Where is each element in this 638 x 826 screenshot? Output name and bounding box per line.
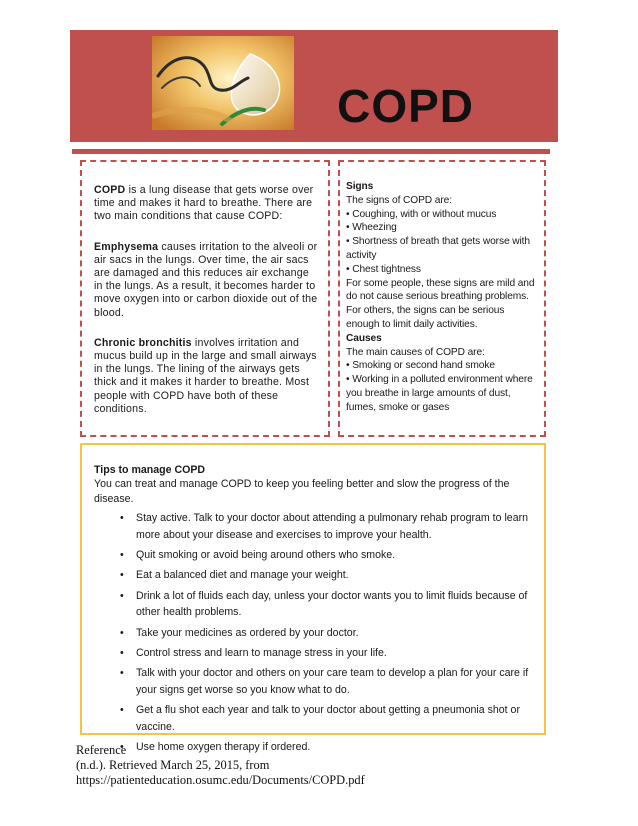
tip-item: • Take your medicines as ordered by your doctor.	[136, 625, 534, 641]
tip-item: • Use home oxygen therapy if ordered.	[136, 739, 534, 755]
emphysema-definition-text: causes irritation to the alveoli or air sacs in the lungs. Over time, the air sacs are damaged and this reduces air exchange in the lungs. As a result, it becomes harder to move oxygen into or carbon dioxide out of the blood.	[94, 240, 318, 319]
tip-item: • Quit smoking or avoid being around others who smoke.	[136, 547, 534, 563]
sign-item: • Wheezing	[346, 222, 397, 234]
tips-title: Tips to manage COPD	[94, 464, 206, 476]
tips-list	[94, 510, 534, 755]
oxygen-mask-photo	[152, 36, 294, 130]
sign-item: • Chest tightness	[346, 263, 421, 275]
copd-definition	[94, 184, 320, 224]
signs-intro: The signs of COPD are:	[346, 194, 452, 206]
page-title: COPD	[337, 80, 474, 132]
cause-item: • Smoking or second hand smoke	[346, 360, 495, 372]
reference-citation: (n.d.). Retrieved March 25, 2015, from	[76, 758, 270, 772]
signs-note: For some people, these signs are mild and do not cause serious breathing problems. For others, the signs can be serious enough to limit daily activities.	[346, 277, 535, 330]
reference-heading: Reference	[76, 743, 127, 757]
tip-item: • Drink a lot of fluids each day, unless your doctor wants you to limit fluids because of other health problems.	[136, 588, 534, 621]
signs-causes-column	[338, 160, 546, 437]
emphysema-definition	[94, 241, 320, 320]
tip-item: • Get a flu shot each year and talk to your doctor about getting a pneumonia shot or vaccine.	[136, 702, 534, 735]
signs-heading: Signs	[346, 181, 374, 192]
header-banner	[70, 30, 558, 142]
sign-item: • Coughing, with or without mucus	[346, 208, 497, 220]
tip-item: • Talk with your doctor and others on your care team to develop a plan for your care if your signs get worse so you know what to do.	[136, 665, 534, 698]
reference-url: https://patienteducation.osumc.edu/Documents/COPD.pdf	[76, 773, 365, 787]
tip-item: • Eat a balanced diet and manage your weight.	[136, 567, 534, 583]
term-copd: COPD	[94, 184, 126, 196]
term-chronic-bronchitis: Chronic bronchitis	[94, 336, 192, 349]
tip-item: • Stay active. Talk to your doctor about attending a pulmonary rehab program to learn more about your disease and exercises to improve your health.	[136, 510, 534, 543]
causes-intro: The main causes of COPD are:	[346, 346, 485, 358]
sign-item: • Shortness of breath that gets worse with activity	[346, 236, 530, 261]
cause-item: • Working in a polluted environment where you breathe in large amounts of dust, fumes, smoke or gases	[346, 374, 533, 413]
definitions-column	[80, 160, 330, 437]
term-emphysema: Emphysema	[94, 240, 159, 253]
header-divider	[72, 149, 550, 154]
bronchitis-definition	[94, 337, 320, 416]
causes-heading: Causes	[346, 332, 382, 344]
reference-block	[76, 743, 365, 788]
bronchitis-definition-text: involves irritation and mucus build up in the large and small airways in the lungs. The lining of the airways gets thick and it makes it harder to breathe. Most people with COPD have both of these conditions.	[94, 336, 317, 415]
tips-intro: You can treat and manage COPD to keep you feeling better and slow the progress of the disease.	[94, 478, 510, 505]
copd-definition-text: is a lung disease that gets worse over time and makes it hard to breathe. There are two main conditions that cause COPD:	[94, 184, 314, 223]
tip-item: • Control stress and learn to manage stress in your life.	[136, 645, 534, 661]
